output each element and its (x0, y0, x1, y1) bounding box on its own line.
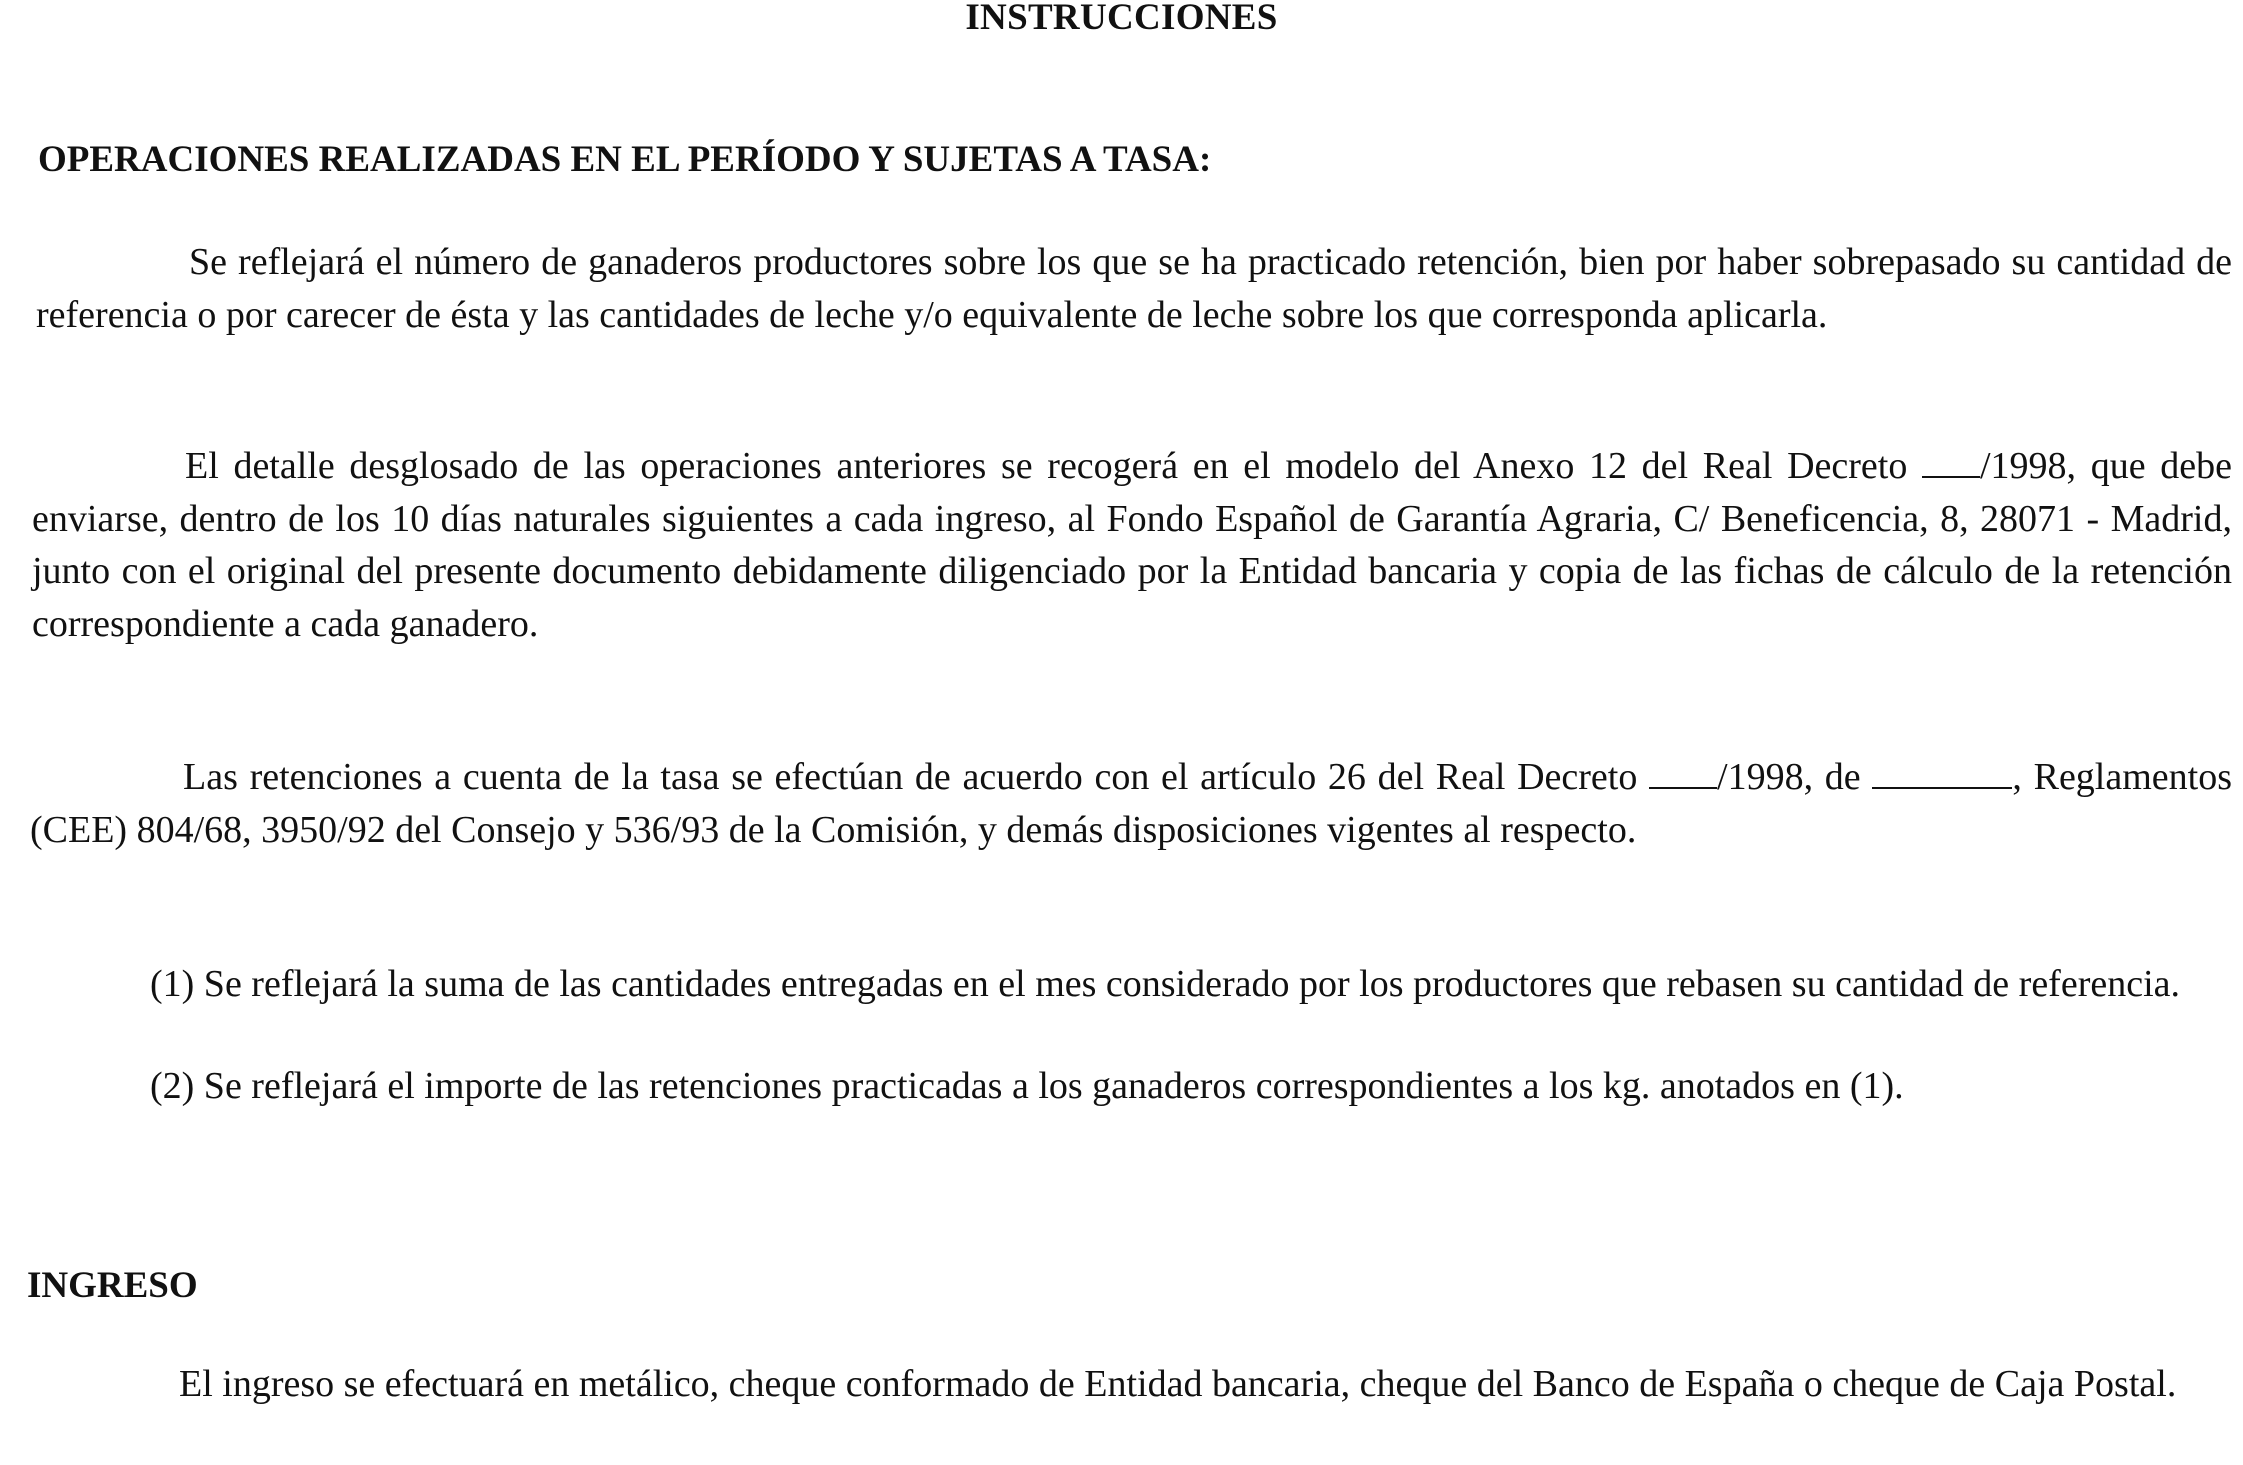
paragraph-operaciones-3 (30, 751, 2232, 856)
paragraph-2-text-b: /1998, que debe enviarse, dentro de los 10 días naturales siguientes a cada ingreso, al Fondo Español de Garantía Agraria, C/ Beneficencia, 8, 28071 - Madrid, junto con el original del presente documento debidamente diligenciado por la Entidad bancaria y copia de las fichas de cálculo de la retención correspondiente a cada ganadero. (32, 445, 2232, 645)
document-title: INSTRUCCIONES (965, 0, 1278, 38)
paragraph-3-text-a: Las retenciones a cuenta de la tasa se efectúan de acuerdo con el artículo 26 del Real Decreto (183, 756, 1650, 798)
decree-date-blank (1872, 757, 2012, 789)
note-1: (1) Se reflejará la suma de las cantidades entregadas en el mes considerado por los productores que rebasen su cantidad de referencia. (150, 963, 2181, 1005)
decree-number-blank-2 (1649, 757, 1717, 789)
paragraph-ingreso-1: El ingreso se efectuará en metálico, cheque conformado de Entidad bancaria, cheque del Banco de España o cheque de Caja Postal. (179, 1363, 2177, 1405)
paragraph-operaciones-2 (32, 440, 2232, 650)
paragraph-operaciones-1: Se reflejará el número de ganaderos productores sobre los que se ha practicado retención, bien por haber sobrepasado su cantidad de referencia o por carecer de ésta y las cantidades de leche y/o equivalente de leche sobre los que corresponda aplicarla. (36, 241, 2232, 336)
paragraph-3-text-c: , Reglamentos (CEE) 804/68, 3950/92 del Consejo y 536/93 de la Comisión, y demás disposiciones vigentes al respecto. (30, 756, 2232, 851)
section-heading-ingreso: INGRESO (27, 1265, 198, 1306)
decree-number-blank (1922, 446, 1980, 478)
note-2: (2) Se reflejará el importe de las retenciones practicadas a los ganaderos correspondientes a los kg. anotados en (1). (150, 1065, 1904, 1107)
paragraph-3-text-b: /1998, de (1717, 756, 1873, 798)
paragraph-2-text-a: El detalle desglosado de las operaciones anteriores se recogerá en el modelo del Anexo 12 del Real Decreto (185, 445, 1922, 487)
section-heading-operaciones: OPERACIONES REALIZADAS EN EL PERÍODO Y SUJETAS A TASA: (38, 139, 1212, 180)
